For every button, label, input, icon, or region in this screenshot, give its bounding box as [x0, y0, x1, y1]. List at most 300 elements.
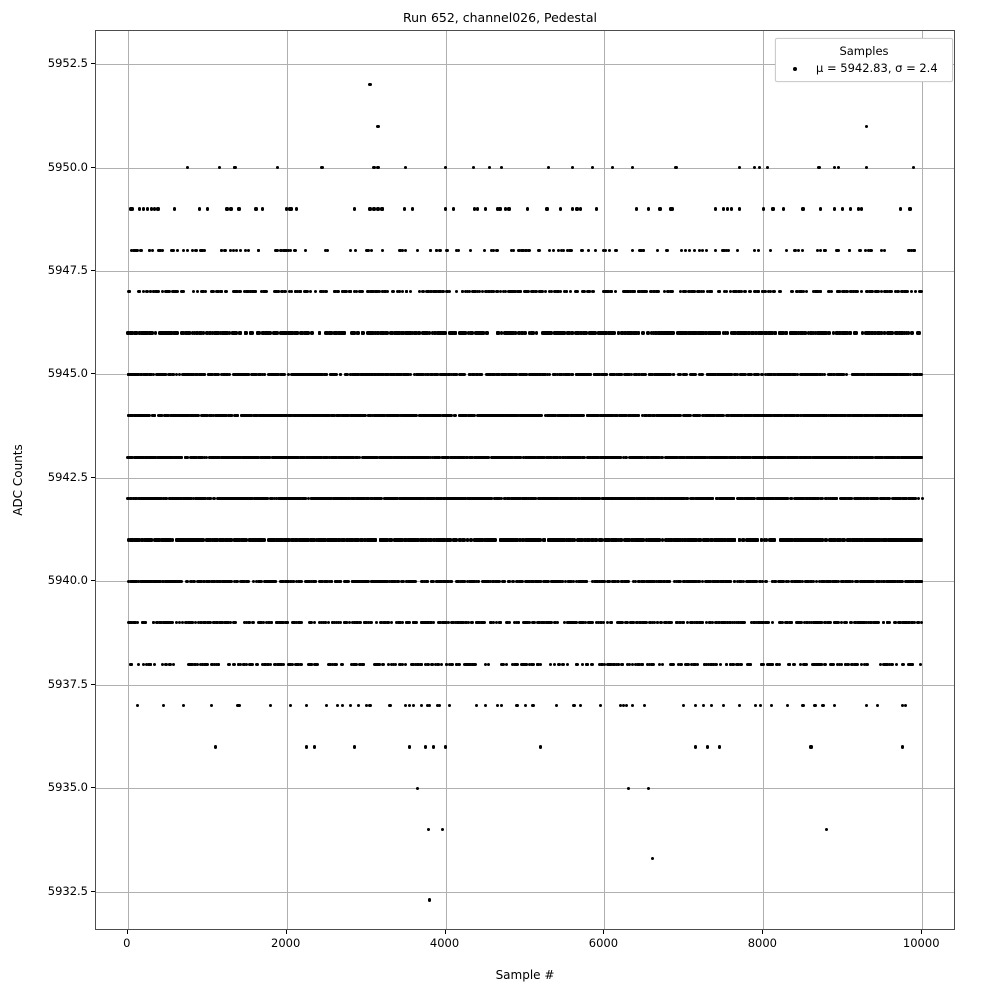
data-point: [438, 538, 441, 541]
data-point: [192, 497, 195, 500]
data-point: [919, 663, 922, 666]
data-point: [199, 538, 202, 541]
data-point: [454, 538, 457, 541]
data-point: [501, 538, 504, 541]
data-point: [441, 621, 444, 624]
data-point: [837, 580, 840, 583]
data-point: [790, 538, 793, 541]
data-point: [343, 621, 346, 624]
data-point: [875, 580, 878, 583]
data-point: [705, 538, 708, 541]
data-point: [694, 745, 697, 748]
data-point: [765, 538, 768, 541]
data-point: [150, 538, 153, 541]
plot-area: [95, 30, 955, 930]
data-point: [209, 538, 212, 541]
data-point: [917, 538, 920, 541]
data-point: [901, 745, 904, 748]
data-point: [837, 621, 840, 624]
data-point: [879, 663, 882, 666]
data-point: [727, 538, 730, 541]
data-point: [394, 663, 397, 666]
data-point: [167, 538, 170, 541]
data-point: [142, 663, 145, 666]
data-point: [145, 580, 148, 583]
data-point: [539, 663, 542, 666]
data-point: [262, 621, 265, 624]
data-point: [731, 538, 734, 541]
data-point: [645, 538, 648, 541]
data-point: [196, 580, 199, 583]
data-point: [471, 580, 474, 583]
data-point: [215, 538, 218, 541]
data-point: [792, 663, 795, 666]
data-point: [431, 663, 434, 666]
data-point: [712, 663, 715, 666]
data-point: [607, 663, 610, 666]
data-point: [537, 538, 540, 541]
data-point: [833, 580, 836, 583]
data-point: [562, 538, 565, 541]
data-point: [621, 663, 624, 666]
data-point: [155, 621, 158, 624]
data-point: [786, 704, 789, 707]
data-point: [686, 580, 689, 583]
data-point: [557, 663, 560, 666]
data-point: [292, 580, 295, 583]
data-point: [179, 580, 182, 583]
data-point: [877, 621, 880, 624]
data-point: [545, 580, 548, 583]
data-point: [555, 704, 558, 707]
data-point: [313, 621, 316, 624]
data-point: [349, 704, 352, 707]
data-point: [788, 663, 791, 666]
data-point: [295, 580, 298, 583]
data-point: [455, 663, 458, 666]
data-point: [574, 456, 577, 459]
data-point: [575, 580, 578, 583]
data-point: [574, 621, 577, 624]
data-point: [361, 663, 364, 666]
data-point: [364, 580, 367, 583]
data-point: [537, 497, 540, 500]
data-point: [398, 538, 401, 541]
data-point: [750, 497, 753, 500]
data-point: [705, 663, 708, 666]
data-point: [404, 704, 407, 707]
data-point: [382, 663, 385, 666]
data-point: [270, 621, 273, 624]
data-point: [299, 580, 302, 583]
data-point: [432, 745, 435, 748]
data-point: [733, 580, 736, 583]
data-point: [222, 580, 225, 583]
data-point: [918, 580, 921, 583]
data-point: [637, 538, 640, 541]
data-point: [626, 663, 629, 666]
data-point: [130, 663, 133, 666]
data-point: [631, 704, 634, 707]
data-point: [849, 580, 852, 583]
data-point: [201, 663, 204, 666]
data-point: [627, 787, 630, 790]
data-point: [632, 497, 635, 500]
data-point: [569, 497, 572, 500]
data-point: [440, 663, 443, 666]
data-point: [444, 745, 447, 748]
data-point: [466, 538, 469, 541]
data-point: [731, 497, 734, 500]
data-point: [153, 456, 156, 459]
data-point: [481, 538, 484, 541]
data-point: [759, 497, 762, 500]
data-point: [442, 580, 445, 583]
data-point: [742, 538, 745, 541]
data-point: [340, 663, 343, 666]
data-point: [804, 663, 807, 666]
data-point: [625, 704, 628, 707]
data-point: [193, 663, 196, 666]
data-point: [820, 663, 823, 666]
data-point: [921, 497, 924, 500]
data-point: [176, 538, 179, 541]
data-point: [764, 580, 767, 583]
gridline-horizontal: [96, 168, 954, 169]
data-point: [330, 580, 333, 583]
data-point: [711, 497, 714, 500]
data-point: [357, 497, 360, 500]
data-point: [917, 497, 920, 500]
data-point: [137, 497, 140, 500]
data-point: [500, 497, 503, 500]
data-point: [884, 538, 887, 541]
data-point: [277, 663, 280, 666]
data-point: [632, 580, 635, 583]
data-point: [334, 580, 337, 583]
data-point: [589, 621, 592, 624]
data-point: [404, 663, 407, 666]
data-point: [725, 663, 728, 666]
data-point: [351, 538, 354, 541]
data-point: [361, 497, 364, 500]
data-point: [581, 663, 584, 666]
data-point: [453, 497, 456, 500]
data-point: [776, 663, 779, 666]
data-point: [682, 621, 685, 624]
data-point: [547, 538, 550, 541]
data-point: [754, 704, 757, 707]
data-point: [743, 621, 746, 624]
data-point: [855, 538, 858, 541]
data-point: [239, 663, 242, 666]
data-point: [718, 745, 721, 748]
data-point: [256, 663, 259, 666]
data-point: [438, 704, 441, 707]
data-point: [904, 704, 907, 707]
data-point: [865, 663, 868, 666]
data-point: [272, 538, 275, 541]
data-point: [526, 538, 529, 541]
data-point: [212, 497, 215, 500]
data-point: [309, 663, 312, 666]
data-point: [358, 663, 361, 666]
data-point: [717, 580, 720, 583]
data-point: [619, 497, 622, 500]
data-point: [553, 663, 556, 666]
data-point: [647, 787, 650, 790]
data-point: [812, 580, 815, 583]
data-point: [780, 538, 783, 541]
data-point: [281, 538, 284, 541]
data-point: [172, 663, 175, 666]
data-point: [178, 621, 181, 624]
data-point: [424, 745, 427, 748]
data-point: [801, 497, 804, 500]
data-point: [289, 704, 292, 707]
data-point: [542, 538, 545, 541]
gridline-horizontal: [96, 685, 954, 686]
data-point: [493, 538, 496, 541]
gridline-horizontal: [96, 478, 954, 479]
data-point: [524, 704, 527, 707]
data-point: [651, 538, 654, 541]
data-point: [661, 538, 664, 541]
data-point: [458, 497, 461, 500]
data-point: [600, 538, 603, 541]
data-point: [428, 538, 431, 541]
data-point: [245, 580, 248, 583]
data-point: [896, 538, 899, 541]
data-point: [187, 663, 190, 666]
data-point: [484, 704, 487, 707]
data-point: [287, 538, 290, 541]
data-point: [171, 538, 174, 541]
data-point: [210, 663, 213, 666]
data-point: [893, 580, 896, 583]
data-point: [414, 580, 417, 583]
data-point: [252, 621, 255, 624]
data-point: [477, 538, 480, 541]
data-point: [691, 580, 694, 583]
data-point: [825, 538, 828, 541]
data-point: [676, 538, 679, 541]
data-point: [354, 580, 357, 583]
data-point: [851, 538, 854, 541]
data-point: [533, 538, 536, 541]
data-point: [539, 745, 542, 748]
data-point: [411, 663, 414, 666]
data-point: [238, 538, 241, 541]
data-point: [284, 580, 287, 583]
data-point: [813, 704, 816, 707]
data-point: [370, 538, 373, 541]
data-point: [709, 538, 712, 541]
data-point: [825, 828, 828, 831]
data-point: [797, 497, 800, 500]
data-point: [189, 538, 192, 541]
chart-title: Run 652, channel026, Pedestal: [403, 10, 597, 25]
data-point: [568, 538, 571, 541]
data-point: [920, 456, 923, 459]
data-point: [292, 538, 295, 541]
data-point: [374, 538, 377, 541]
data-point: [710, 704, 713, 707]
data-point: [681, 538, 684, 541]
data-point: [772, 497, 775, 500]
data-point: [188, 497, 191, 500]
data-point: [359, 538, 362, 541]
data-point: [225, 538, 228, 541]
data-point: [162, 704, 165, 707]
data-point: [903, 497, 906, 500]
data-point: [832, 663, 835, 666]
data-point: [746, 663, 749, 666]
data-point: [420, 663, 423, 666]
data-point: [305, 745, 308, 748]
data-point: [136, 704, 139, 707]
data-point: [168, 663, 171, 666]
data-point: [893, 621, 896, 624]
data-point: [439, 497, 442, 500]
data-point: [880, 497, 883, 500]
data-point: [320, 538, 323, 541]
data-point: [154, 538, 157, 541]
data-point: [696, 663, 699, 666]
data-point: [341, 704, 344, 707]
data-point: [552, 580, 555, 583]
data-point: [282, 663, 285, 666]
data-point: [258, 538, 261, 541]
data-point: [185, 538, 188, 541]
data-point: [844, 663, 847, 666]
data-point: [774, 580, 777, 583]
data-point: [770, 704, 773, 707]
data-point: [643, 704, 646, 707]
data-point: [463, 497, 466, 500]
data-point: [401, 621, 404, 624]
data-point: [214, 745, 217, 748]
data-point: [233, 663, 236, 666]
data-point: [279, 580, 282, 583]
data-point: [191, 621, 194, 624]
data-point: [473, 663, 476, 666]
data-point: [856, 663, 859, 666]
data-point: [230, 538, 233, 541]
data-point: [679, 663, 682, 666]
data-point: [495, 621, 498, 624]
data-point: [901, 663, 904, 666]
data-point: [889, 580, 892, 583]
data-point: [531, 704, 534, 707]
data-point: [390, 663, 393, 666]
data-point: [152, 497, 155, 500]
data-point: [327, 538, 330, 541]
data-point: [867, 538, 870, 541]
data-point: [612, 663, 615, 666]
data-point: [202, 538, 205, 541]
data-point: [268, 580, 271, 583]
data-point: [842, 538, 845, 541]
data-point: [248, 663, 251, 666]
data-point: [517, 621, 520, 624]
data-point: [727, 580, 730, 583]
data-point: [838, 663, 841, 666]
data-point: [205, 663, 208, 666]
gridline-vertical: [128, 31, 129, 929]
data-point: [579, 704, 582, 707]
data-point: [375, 621, 378, 624]
data-point: [410, 538, 413, 541]
data-point: [801, 704, 804, 707]
data-point: [420, 704, 423, 707]
data-point: [378, 580, 381, 583]
data-point: [336, 704, 339, 707]
data-point: [468, 663, 471, 666]
data-point: [445, 663, 448, 666]
data-point: [840, 580, 843, 583]
data-point: [613, 538, 616, 541]
data-point: [507, 580, 510, 583]
data-point: [416, 538, 419, 541]
data-point: [807, 538, 810, 541]
data-point: [227, 663, 230, 666]
data-point: [652, 497, 655, 500]
data-point: [513, 538, 516, 541]
data-point: [348, 621, 351, 624]
data-point: [258, 497, 261, 500]
data-point: [754, 538, 757, 541]
data-point: [303, 538, 306, 541]
data-point: [387, 663, 390, 666]
data-point: [227, 580, 230, 583]
data-point: [436, 580, 439, 583]
data-point: [670, 538, 673, 541]
data-point: [149, 497, 152, 500]
data-point: [865, 704, 868, 707]
data-point: [835, 497, 838, 500]
data-point: [559, 497, 562, 500]
data-point: [500, 704, 503, 707]
data-point: [732, 663, 735, 666]
data-point: [475, 704, 478, 707]
y-axis-label: ADC Counts: [11, 444, 25, 516]
data-point: [550, 538, 553, 541]
data-point: [646, 663, 649, 666]
data-point: [408, 621, 411, 624]
data-point: [566, 663, 569, 666]
data-point: [660, 497, 663, 500]
data-point: [428, 898, 431, 901]
data-point: [388, 538, 391, 541]
data-point: [325, 704, 328, 707]
data-point: [401, 538, 404, 541]
data-point: [778, 580, 781, 583]
data-point: [289, 663, 292, 666]
data-point: [706, 745, 709, 748]
data-point: [721, 538, 724, 541]
data-point: [771, 538, 774, 541]
data-point: [408, 704, 411, 707]
data-point: [708, 580, 711, 583]
data-point: [408, 745, 411, 748]
data-point: [220, 538, 223, 541]
gridline-horizontal: [96, 892, 954, 893]
data-point: [515, 704, 518, 707]
data-point: [590, 663, 593, 666]
data-point: [162, 580, 165, 583]
data-point: [682, 704, 685, 707]
